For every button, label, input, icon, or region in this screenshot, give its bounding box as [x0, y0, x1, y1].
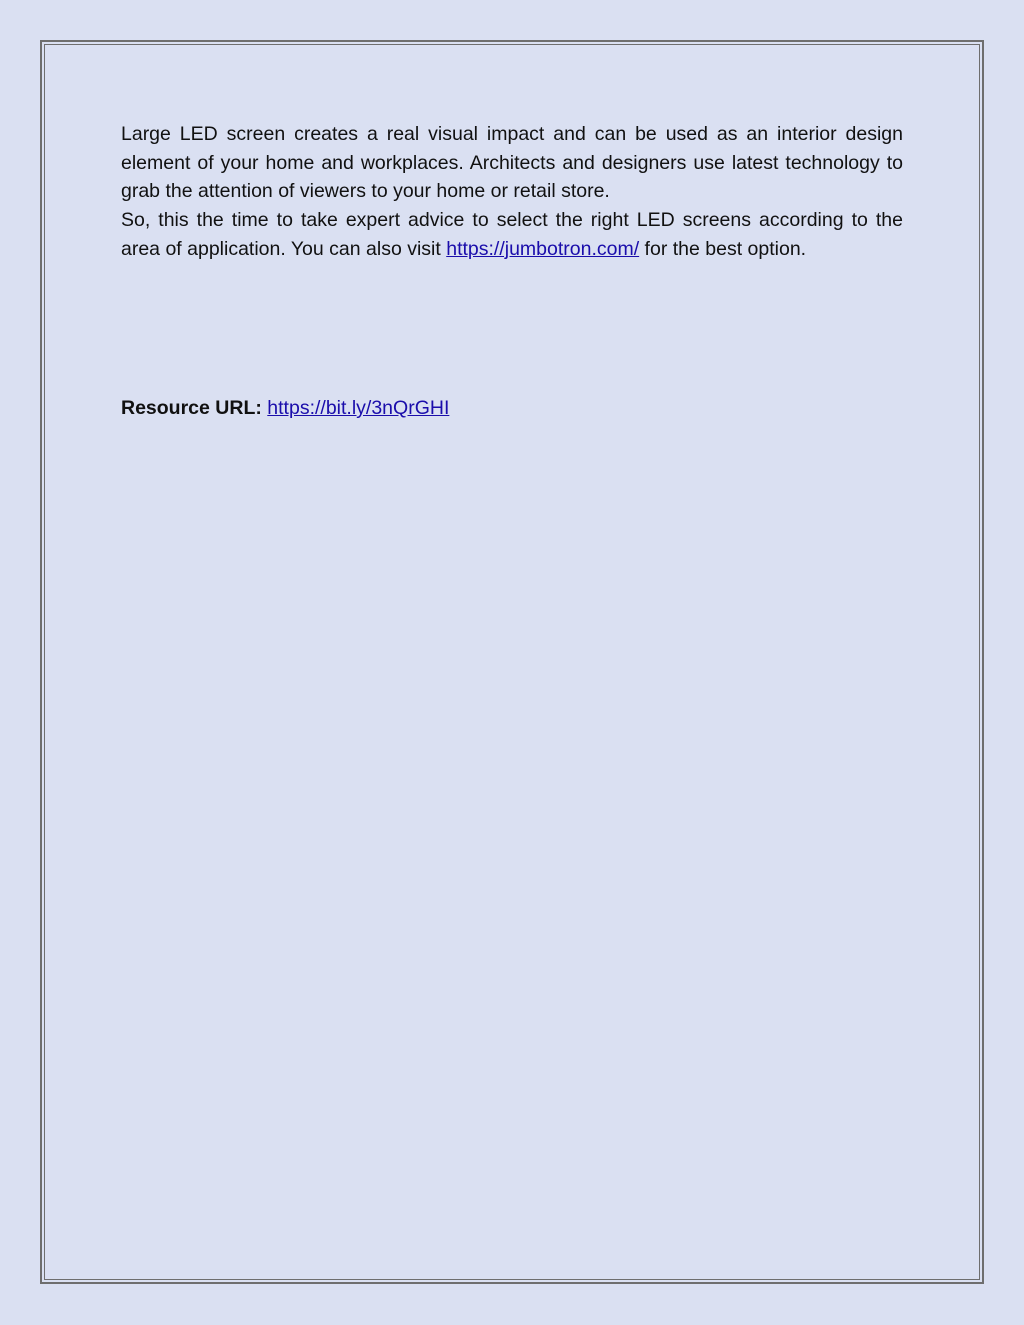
resource-link[interactable]: https://bit.ly/3nQrGHI — [267, 397, 450, 419]
paragraph-advice-tail: for the best option. — [639, 237, 807, 260]
resource-line — [121, 394, 449, 423]
resource-label: Resource URL: — [121, 397, 262, 419]
body-text — [121, 120, 903, 264]
paragraph-advice — [121, 206, 903, 263]
jumbotron-link[interactable]: https://jumbotron.com/ — [446, 237, 640, 260]
paragraph-intro: Large LED screen creates a real visual impact and can be used as an interior design element of your home and workplaces. Architects and designers use latest technology to grab the attention of viewers to your home or retail store. — [121, 123, 903, 203]
paragraph-advice-text: So, this the time to take expert advice to select the right LED screens according to the area of application. You can also visit — [121, 209, 903, 260]
